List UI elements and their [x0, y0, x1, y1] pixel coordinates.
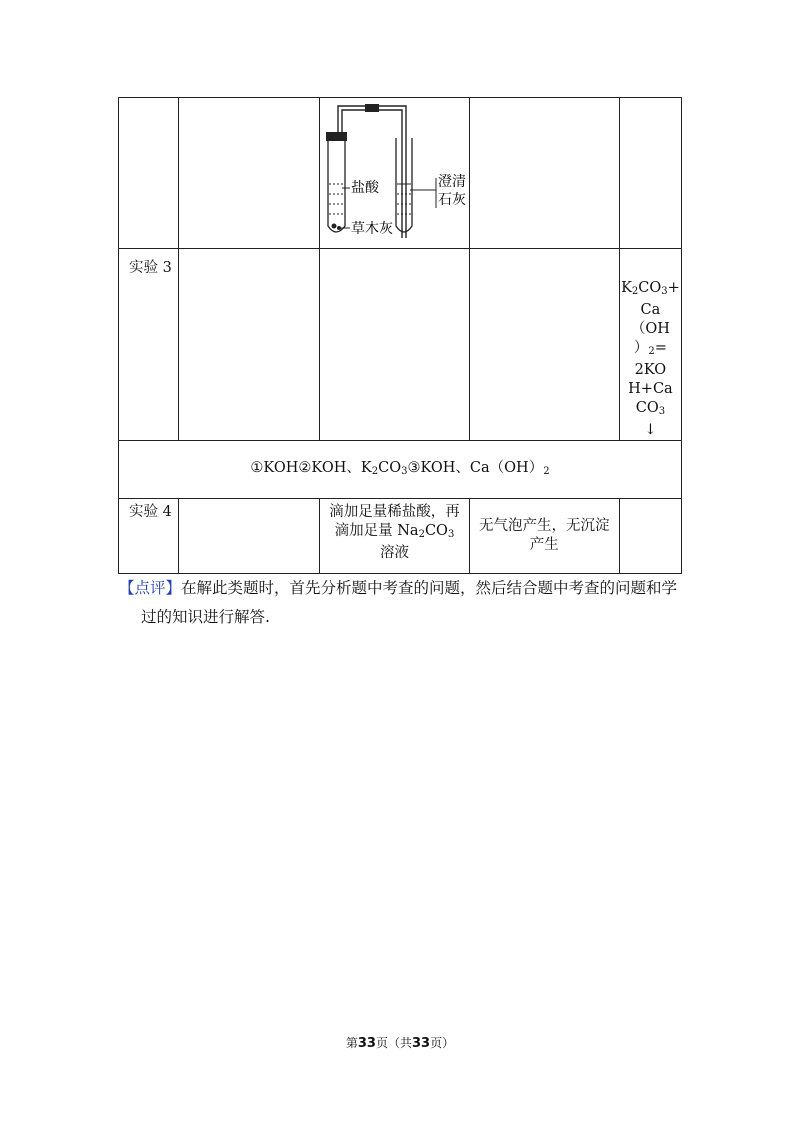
- exp4-observation: 无气泡产生，无沉淀 产生: [469, 499, 619, 574]
- comment-tag: 【点评】: [119, 579, 182, 597]
- label-limewater-2: 石灰: [438, 192, 467, 208]
- table-cell: [320, 249, 469, 441]
- table-row-exp4: [119, 499, 682, 574]
- table-cell: [179, 249, 320, 441]
- comment-paragraph: [119, 574, 689, 632]
- exp3-label: 实验 3: [119, 249, 179, 441]
- comment-line-2: 过的知识进行解答.: [141, 608, 270, 626]
- label-acid: 盐酸: [351, 180, 380, 196]
- apparatus-cell: [320, 98, 469, 249]
- table-row-exp3: [119, 249, 682, 441]
- table-row-mixtures: [119, 441, 682, 499]
- apparatus-diagram: [320, 98, 469, 248]
- table-cell: [619, 499, 681, 574]
- page-number: 33: [357, 1036, 376, 1051]
- table-cell: [469, 249, 619, 441]
- label-limewater-1: 澄清: [438, 174, 467, 190]
- table-cell: [619, 98, 681, 249]
- table-row-apparatus: [119, 98, 682, 249]
- exp4-operation: 滴加足量稀盐酸，再 滴加足量 $Na_2CO_3$ 溶液: [320, 499, 469, 574]
- page-footer: 第33页（共33页）: [345, 1036, 455, 1051]
- label-ash: 草木灰: [351, 221, 394, 237]
- comment-line-1: 在解此类题时，首先分析题中考查的问题，然后结合题中考查的问题和学: [181, 579, 678, 597]
- experiment-table: [118, 97, 682, 574]
- table-cell: [179, 98, 320, 249]
- mixture-options: ①KOH②KOH、$K_2CO_3③KOH$、$Ca(OH)_2$: [119, 441, 682, 499]
- page-total: 33: [412, 1036, 431, 1051]
- table-cell: [469, 98, 619, 249]
- table-cell: [179, 499, 320, 574]
- table-cell: [119, 98, 179, 249]
- exp4-label: 实验 4: [119, 499, 179, 574]
- exp3-equation: $K_2CO_3+$ Ca （OH ）$_2=$ 2KO H+Ca $CO_3$ ↓: [619, 249, 681, 441]
